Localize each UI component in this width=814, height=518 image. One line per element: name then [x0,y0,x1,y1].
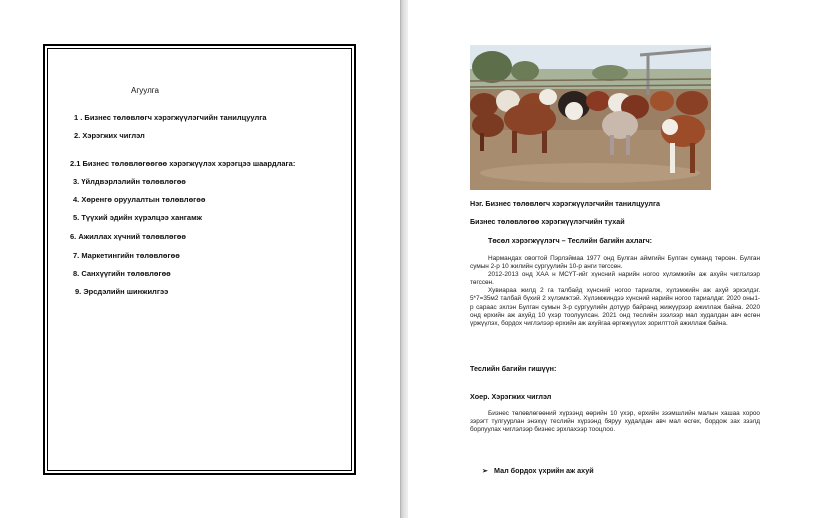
direction-paragraph [470,410,760,434]
paragraph-2: 2012-2013 онд ХАА н МСҮТ-ийг хүнсний нарийн ногоо хүлэмжийн аж ахуйн чиглэлээр төгссөн. [470,271,760,287]
bullet-text: Мал бордох үхрийн аж ахуй [494,466,594,475]
section-heading-5: Хоер. Хэрэгжих чиглэл [470,392,552,401]
toc-item-7: 7. Маркетингийн төлөвлөгөө [73,251,180,260]
paragraph-4: Бизнес төлөвлөгөөний хүрээнд өөрийн 10 үхэр, ерхийн зээмшлийн малын хашаа хороо зэрэгт тулгуурлан энэхүү теслийн хүрээнд бяруу худалдан авч мал өсгөх, бордож зах зээлд борлуулах чиглэлээр бизнес эрхлахээр тооцлоо. [470,410,760,434]
toc-item-3: 3. Үйлдвэрлэлийн төлөвлөгөө [73,177,186,186]
arrow-bullet-icon: ➢ [482,466,489,475]
toc-item-2-1: 2.1 Бизнес төлөвлөгөөгөө хэрэгжүүлэх хэрэгцээ шаардлага: [70,159,296,168]
toc-item-8: 8. Санхүүгийн төлөвлөгөө [73,269,171,278]
toc-item-5: 5. Түүхий эдийн хүрэлцээ хангамж [73,213,202,222]
bullet-item [482,466,594,475]
section-heading-3: Төсөл хэрэгжүүлэгч – Теслийн багийн ахлагч: [488,236,653,245]
paragraph-3: Хувиараа жилд 2 га талбайд хүнсний ногоо тариалж, хүлэмжийн аж ахуй эрхэлдэг. 5*7=35м2 талбай бүхий 2 хүлэмжтэй. Хүлэмжиндээ хүнсний нарийн ногоо тариалдаг. 2020 оны1-р сараас эхлэн Булган сумын 3-р сургуулийн дотуур байранд жижүүрээр ажиллаж байна. 2020 онд ерхийн аж ахуйд 10 үхэр тоолуулсан. 2021 онд теслийн зээлээр мал худалдан авч өсгөн үржүүлэх, бордох чиглэлээр ерхийн аж ахуйгаа өргөжүүлэх зорилттой ажиллаж байна. [470,287,760,327]
toc-title: Агуулга [131,86,159,95]
toc-item-6: 6. Ажиллах хүчний төлөвлөгөө [70,232,186,241]
toc-item-1: 1 . Бизнес төлөвлөгч хэрэгжүүлэгчийн танилцуулга [74,113,267,122]
toc-item-9: 9. Эрсдэлийн шинжилгээ [75,287,169,296]
left-page [0,0,400,518]
section-heading-1: Нэг. Бизнес төлөвлөгч хэрэгжүүлэгчийн танилцуулга [470,199,660,208]
section-heading-2: Бизнес төлөвлөгөө хэрэгжүүлэгчийн тухай [470,217,625,226]
intro-paragraphs [470,255,760,328]
toc-item-2: 2. Хэрэгжих чиглэл [74,131,145,140]
toc-item-4: 4. Хөренгө оруулалтын төлөвлөгөө [73,195,206,204]
cattle-photo [470,45,711,190]
section-heading-4: Теслийн багийн гишүүн: [470,364,557,373]
paragraph-1: Нармандах овогтой Пэрлэймаа 1977 онд Булган аймгийн Булган суманд төрсөн. Булган сумын 2-р 10 жилийн сургуулийн 10-р анги төгссөн. [470,255,760,271]
